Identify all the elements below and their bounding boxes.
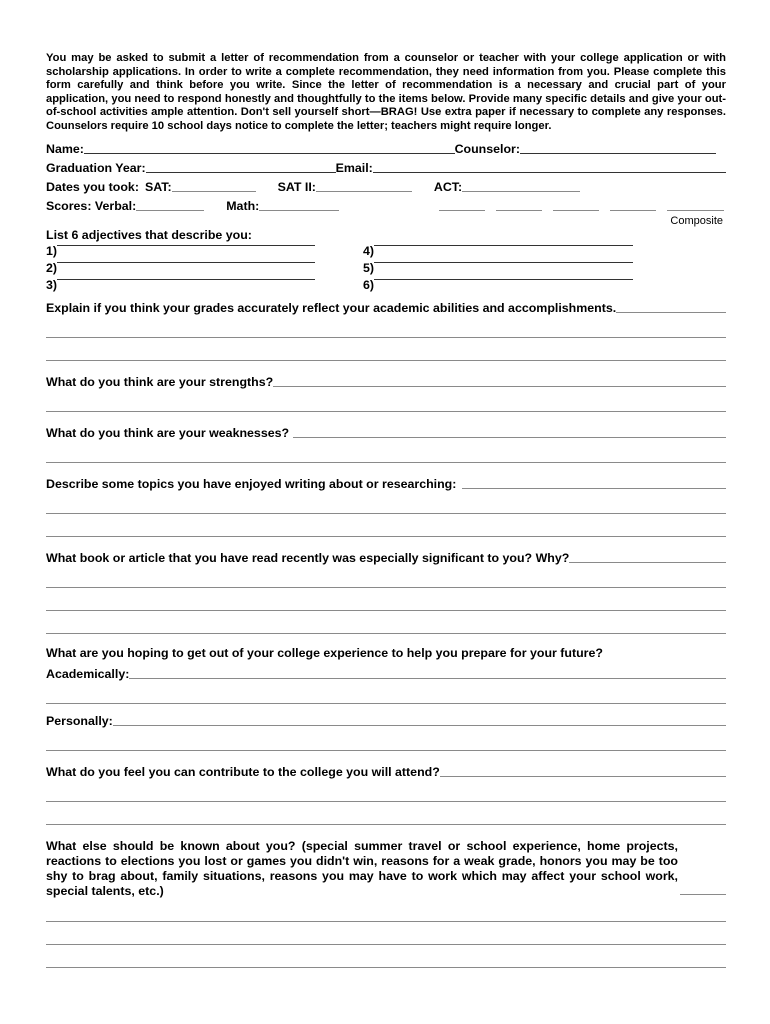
- academically-answer-field[interactable]: [129, 677, 726, 679]
- sat2-date-field[interactable]: [316, 190, 412, 192]
- answer-line[interactable]: [46, 461, 726, 463]
- adjectives-heading: List 6 adjectives that describe you:: [46, 227, 252, 242]
- strengths-question: [46, 375, 726, 389]
- adjective-field-4[interactable]: [374, 244, 633, 246]
- adjective-field-1[interactable]: [57, 244, 315, 246]
- contribute-question-text: What do you feel you can contribute to the college you will attend?: [46, 764, 440, 779]
- adjectives-list: [46, 244, 726, 295]
- graduation-year-field[interactable]: [146, 171, 336, 173]
- math-label: Math:: [226, 198, 260, 213]
- weaknesses-question-text: What do you think are your weaknesses?: [46, 425, 290, 440]
- topics-question-text: Describe some topics you have enjoyed writing about or researching:: [46, 476, 457, 491]
- answer-line[interactable]: [46, 632, 726, 634]
- act-subscore-2-field[interactable]: [496, 209, 542, 211]
- act-date-field[interactable]: [462, 190, 580, 192]
- recommendation-form: [46, 52, 726, 968]
- answer-line[interactable]: [46, 702, 726, 704]
- answer-line[interactable]: [46, 410, 726, 412]
- answer-line[interactable]: [46, 800, 726, 802]
- intro-paragraph: You may be asked to submit a letter of recommendation from a counselor or teacher with your college application or with scholarship applications. In order to write a complete recommendation, they need information from you. Please complete this form carefully and think before you write. Since the letter of recommendation is a necessary and crucial part of your application, you need to respond honestly and thoughtfully to the items below. Provide many specific details and give your out-of-school activities ample attention. Don't sell yourself short—BRAG! Use extra paper if necessary to complete any responses. Counselors require 10 school days notice to complete the letter; teachers might require longer.: [46, 52, 726, 132]
- strengths-question-text: What do you think are your strengths?: [46, 374, 274, 389]
- act-subscore-4-field[interactable]: [610, 209, 656, 211]
- answer-line[interactable]: [46, 336, 726, 338]
- scores-verbal-label: Scores: Verbal:: [46, 198, 137, 213]
- adjective-item: [46, 261, 318, 278]
- answer-line[interactable]: [46, 920, 726, 922]
- contribute-answer-field[interactable]: [440, 775, 726, 777]
- scores-row: [46, 199, 726, 213]
- composite-label: Composite: [670, 214, 723, 227]
- book-question: [46, 551, 726, 565]
- strengths-answer-field[interactable]: [273, 385, 726, 387]
- answer-line[interactable]: [46, 749, 726, 751]
- email-label: Email:: [335, 160, 373, 175]
- name-row: [46, 142, 726, 156]
- adjective-number: 1): [46, 243, 58, 258]
- dates-took-label: Dates you took:: [46, 179, 139, 194]
- academically-row: [46, 667, 726, 681]
- grades-answer-field[interactable]: [616, 311, 726, 313]
- answer-line[interactable]: [46, 966, 726, 968]
- test-dates-row: [46, 180, 726, 194]
- book-question-text: What book or article that you have read recently was especially significant to you? Why?: [46, 550, 570, 565]
- adjective-number: 4): [363, 243, 375, 258]
- act-label: ACT:: [433, 179, 463, 194]
- adjective-field-2[interactable]: [57, 261, 315, 263]
- act-composite-field[interactable]: [667, 209, 724, 211]
- adjective-number: 2): [46, 260, 58, 275]
- adjective-number: 3): [46, 277, 58, 292]
- sat2-label: SAT II:: [277, 179, 316, 194]
- topics-answer-field[interactable]: [462, 487, 726, 489]
- weaknesses-question: [46, 426, 726, 440]
- counselor-field[interactable]: [520, 152, 716, 154]
- else-question-text: What else should be known about you? (special summer travel or school experience, home projects, reactions to elections you lost or games you didn't win, reasons for a weak grade, honors you may be too shy to brag about, family situations, reasons you may have to work which may affect your school work, special talents, etc.): [46, 838, 678, 898]
- sat-date-field[interactable]: [172, 190, 256, 192]
- adjective-item: [46, 244, 318, 261]
- contribute-question: [46, 765, 726, 779]
- adjective-item: [363, 278, 653, 295]
- academically-label: Academically:: [46, 666, 130, 681]
- answer-line[interactable]: [46, 512, 726, 514]
- personally-row: [46, 714, 726, 728]
- act-subscore-1-field[interactable]: [439, 209, 485, 211]
- else-answer-field[interactable]: [680, 893, 726, 895]
- graduation-year-label: Graduation Year:: [46, 160, 146, 175]
- grades-question-text: Explain if you think your grades accurately reflect your academic abilities and accomplishments.: [46, 300, 617, 315]
- email-field[interactable]: [373, 171, 726, 173]
- adjective-number: 5): [363, 260, 375, 275]
- verbal-score-field[interactable]: [136, 209, 204, 211]
- name-label: Name:: [46, 141, 84, 156]
- adjective-item: [46, 278, 318, 295]
- personally-answer-field[interactable]: [113, 724, 726, 726]
- act-subscore-3-field[interactable]: [553, 209, 599, 211]
- adjective-field-3[interactable]: [57, 278, 315, 280]
- else-question: [46, 839, 726, 899]
- adjective-field-6[interactable]: [374, 278, 633, 280]
- counselor-label: Counselor:: [454, 141, 520, 156]
- sat-label: SAT:: [144, 179, 172, 194]
- weaknesses-answer-field[interactable]: [293, 436, 726, 438]
- answer-line[interactable]: [46, 535, 726, 537]
- name-field[interactable]: [84, 152, 455, 154]
- graduation-row: [46, 161, 726, 175]
- adjective-field-5[interactable]: [374, 261, 633, 263]
- adjective-item: [363, 261, 653, 278]
- hoping-question: What are you hoping to get out of your college experience to help you prepare for your future?: [46, 645, 603, 660]
- grades-question: [46, 301, 726, 315]
- topics-question: [46, 477, 726, 491]
- personally-label: Personally:: [46, 713, 113, 728]
- math-score-field[interactable]: [259, 209, 339, 211]
- answer-line[interactable]: [46, 586, 726, 588]
- answer-line[interactable]: [46, 943, 726, 945]
- answer-line[interactable]: [46, 823, 726, 825]
- answer-line[interactable]: [46, 359, 726, 361]
- answer-line[interactable]: [46, 609, 726, 611]
- book-answer-field[interactable]: [569, 561, 726, 563]
- adjective-number: 6): [363, 277, 375, 292]
- adjective-item: [363, 244, 653, 261]
